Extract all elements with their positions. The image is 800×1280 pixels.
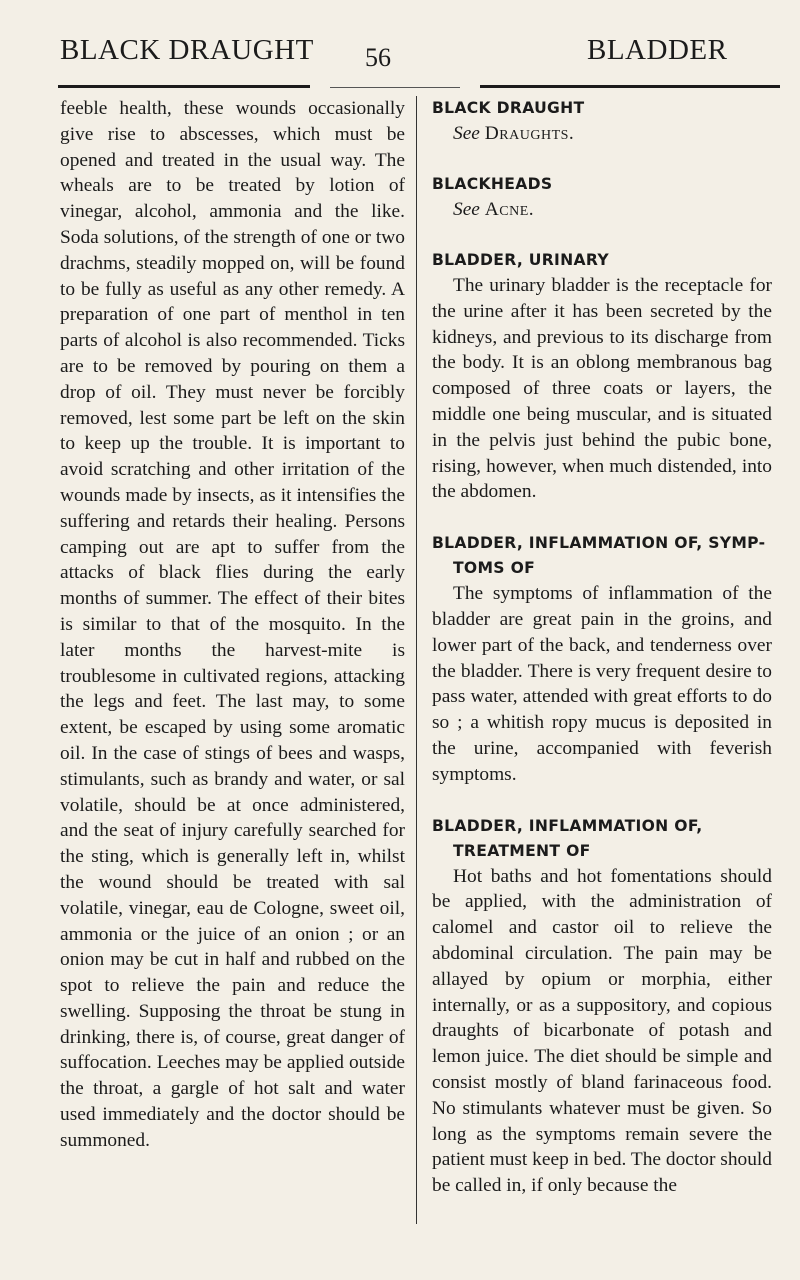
header-rule-right	[480, 85, 780, 88]
entry-heading-line: TREATMENT OF	[453, 841, 591, 860]
left-column-text: feeble health, these wounds occasionally give rise to abscesses, which must be opened and treated in the usual way. The wheals are to be treated by lotion of vinegar, alcohol, ammonia and the like. Soda solutions, of the strength of one or two drachms, steadily mopped on, will be found to be fully as useful as any other remedy. A preparation of one part of menthol in ten parts of alcohol is also recommended. Ticks are to be removed by pouring on them a drop of oil. They must never be forcibly removed, lest some part be left on the skin to keep up the trouble. It is important to avoid scratching and other irritation of the wounds made by insects, as it intensifies the suffering and retards their healing. Persons camping out are apt to suffer from the attacks of black flies during the early months of summer. The effect of their bites is similar to that of the mosquito. In the later months the harvest-mite is troublesome in cultivated regions, attacking the legs and feet. The last may, to some extent, be escaped by using some aromatic oil. In the case of stings of bees and wasps, stimulants, such as brandy and water, or sal volatile, should be at once administered, and the seat of injury carefully searched for the sting, which is generally left in, whilst the wound should be treated with sal volatile, vinegar, eau de Cologne, sweet oil, ammonia or the juice of an onion ; or an onion may be cut in half and rubbed on the spot to relieve the pain and reduce the swelling. Supposing the throat be stung in drinking, there is, of course, great danger of suffocation. Leeches may be applied outside the throat, a gargle of hot salt and water used immediately and the doctor should be summoned.	[60, 98, 405, 1151]
entry-bladder-inflammation-symptoms	[432, 531, 772, 787]
entry-heading	[432, 814, 772, 864]
entry-blackheads	[432, 172, 772, 222]
running-head-left: BLACK DRAUGHT	[60, 34, 314, 66]
header-rule-left	[58, 85, 310, 88]
left-column	[60, 96, 405, 1154]
page-header	[0, 0, 800, 95]
see-word: See	[453, 123, 480, 144]
entry-heading-line: BLADDER, INFLAMMATION OF,	[432, 816, 703, 835]
column-divider	[416, 96, 417, 1224]
entry-body: The symptoms of inflammation of the bladder are great pain in the groins, and lower part of the back, and tenderness over the bladder. There is very frequent desire to pass water, attended with great efforts to do so ; a whitish ropy mucus is deposited in the urine, accompanied with feverish symptoms.	[432, 583, 772, 785]
entry-body: The urinary bladder is the receptacle for the urine after it has been secreted by the kidneys, and previous to its discharge from the body. It is an oblong membranous bag composed of three coats or layers, the middle one being muscular, and is situated in the pelvis just behind the pubic bone, rising, however, when much distended, into the abdomen.	[432, 275, 772, 503]
cross-reference-target[interactable]: Draughts.	[484, 123, 575, 144]
cross-reference	[453, 121, 772, 146]
entry-body: Hot baths and hot fomentations should be applied, with the administration of calomel and castor oil to relieve the abdominal circulation. The pain may be allayed by opium or morphia, either internally, or as a suppository, and copious draughts of bicarbonate of potash and lemon juice. The diet should be simple and consist mostly of bland farinaceous food. No stimulants whatever must be given. So long as the symptoms remain severe the patient must keep in bed. The doctor should be called in, if only because the	[432, 865, 772, 1197]
page-number: 56	[365, 43, 391, 72]
entry-heading	[432, 531, 772, 581]
cross-reference	[453, 197, 772, 222]
entry-heading-line: BLADDER, INFLAMMATION OF, SYMP-	[432, 534, 766, 553]
header-rule-middle	[330, 87, 460, 88]
entry-heading: BLADDER, URINARY	[432, 251, 609, 269]
right-column	[432, 96, 772, 1225]
entry-heading: BLACK DRAUGHT	[432, 99, 585, 117]
see-word: See	[453, 199, 480, 220]
entry-heading-line: TOMS OF	[453, 559, 536, 578]
entry-bladder-inflammation-treatment	[432, 814, 772, 1199]
entry-black-draught	[432, 96, 772, 146]
cross-reference-target[interactable]: Acne.	[484, 199, 535, 220]
running-head-right: BLADDER	[587, 34, 728, 66]
entry-heading: BLACKHEADS	[432, 175, 553, 193]
entry-bladder-urinary	[432, 248, 772, 505]
